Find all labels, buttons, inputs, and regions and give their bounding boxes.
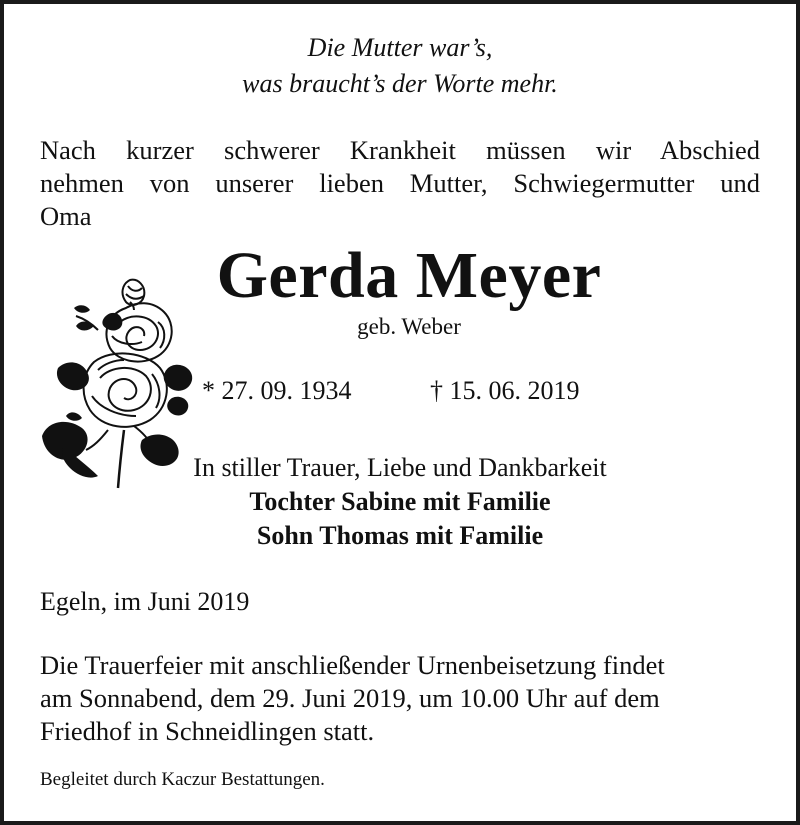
- intro-line-2: nehmen von unserer lieben Mutter, Schwiegermutter und: [40, 168, 760, 198]
- intro-line-1: Nach kurzer schwerer Krankheit müssen wir Abschied: [40, 135, 760, 165]
- birth-name: geb. Weber: [357, 314, 461, 339]
- family-son: Sohn Thomas mit Familie: [256, 521, 544, 550]
- death-date: † 15. 06. 2019: [430, 376, 580, 405]
- undertaker-note: Begleitet durch Kaczur Bestattungen.: [40, 769, 325, 790]
- intro-line-3: Oma: [40, 201, 92, 231]
- funeral-notice: [40, 649, 760, 748]
- mourning-phrase: In stiller Trauer, Liebe und Dankbarkeit: [193, 453, 607, 482]
- funeral-line-1: Die Trauerfeier mit anschließender Urnenbeisetzung findet: [40, 650, 665, 680]
- intro-text: [40, 134, 760, 233]
- funeral-line-2: am Sonnabend, dem 29. Juni 2019, um 10.00 Uhr auf dem: [40, 683, 660, 713]
- motto: [4, 30, 796, 102]
- deceased-name: Gerda Meyer: [216, 239, 602, 312]
- motto-line-1: Die Mutter war’s,: [307, 33, 493, 62]
- birth-date: * 27. 09. 1934: [202, 376, 352, 405]
- family-daughter: Tochter Sabine mit Familie: [249, 487, 551, 516]
- funeral-line-3: Friedhof in Schneidlingen statt.: [40, 716, 375, 746]
- place-date: Egeln, im Juni 2019: [40, 587, 250, 616]
- mourning-families: [4, 485, 796, 553]
- motto-line-2: was braucht’s der Worte mehr.: [242, 69, 558, 98]
